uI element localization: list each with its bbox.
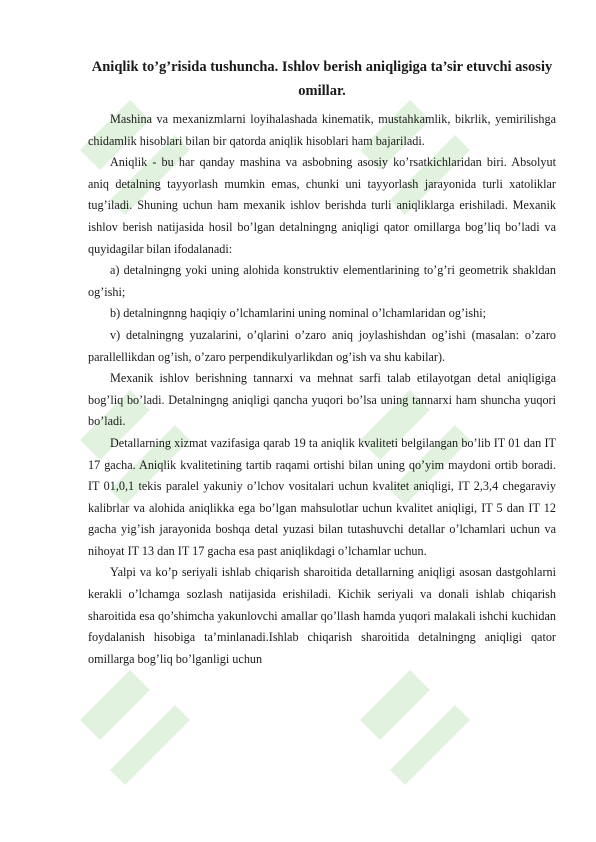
document-title: Aniqlik to’g’risida tushuncha. Ishlov berish aniqligiga ta’sir etuvchi asosiy omillar. <box>91 59 553 99</box>
list-item-b: b) detalningnng haqiqiy o’lchamlarini uning nominal o’lchamlaridan og’ishi; <box>110 306 487 321</box>
paragraph: Mashina va mexanizmlarni loyihalashada kinematik, mustahkamlik, bikrlik, yemirilishga chidamlik hisoblari bilan bir qatorda aniqlik hisoblari ham bajariladi. <box>88 112 556 148</box>
paragraph: Aniqlik - bu har qanday mashina va asbobning asosiy ko’rsatkichlaridan biri. Absolyut aniq detalning tayyorlash mumkin emas, chunki uni tayyorlash jarayonida turli xatoliklar tug’iladi. Shuning uchun ham mexanik ishlov berishda turli aniqliklarga erishiladi. Mexanik ishlov berish natijasida hosil bo’lgan detalningng aniqligi qator omillarga bog’liq bo’ladi va quyidagilar bilan ifodalanadi: <box>88 155 556 256</box>
list-item-v: v) detalningng yuzalarini, o’qlarini o’zaro aniq joylashishdan og’ishi (masalan: o’zaro parallellikdan og’ish, o’zaro perpendikulyarlikdan og’ish va shu kabilar). <box>88 327 556 364</box>
paragraph: Mexanik ishlov berishning tannarxi va mehnat sarfi talab etilayotgan detal aniqligiga bog’liq bo’ladi. Detalningng aniqligi qancha yuqori bo’lsa uning tannarxi ham shuncha yuqori bo’ladi. <box>88 371 556 429</box>
paragraph: Yalpi va ko’p seriyali ishlab chiqarish sharoitida detallarning aniqligi asosan dastgohlarni kerakli o’lchamga sozlash natijasida erishiladi. Kichik seriyali va donali ishlab chiqarish sharoitida esa qo’shimcha yakunlovchi amallar qo’llash hamda yuqori malakali ishchi kuchidan foydalanish hisobiga ta’minlanadi.Ishlab chiqarish sharoitida detalningng aniqligi qator omillarga bog’liq bo’lganligi uchun <box>88 565 556 666</box>
list-item-a: a) detalningng yoki uning alohida konstruktiv elementlarining to’g’ri geometrik shakldan og’ishi; <box>88 263 556 299</box>
paragraph: Detallarning xizmat vazifasiga qarab 19 ta aniqlik kvaliteti belgilangan bo’lib IT 01 dan IT 17 gacha. Aniqlik kvalitetining tartib raqami ortishi bilan uning qo’yim maydoni ortib boradi. IT 01,0,1 tekis paralel yakuniy o’lchov vositalari uchun kvalitet aniqligi, IT 2,3,4 chegaraviy kalibrlar va alohida aniqlikka ega bo’lgan mahsulotlar uchun kvalitet aniqligi, IT 5 dan IT 12 gacha yig’ish jarayonida boshqa detal yuzasi bilan tutashuvchi detallar o’lchamlari uchun va nihoyat IT 13 dan IT 17 gacha esa past aniqlikdagi o’lchamlar uchun. <box>88 435 556 558</box>
document-body <box>88 55 556 670</box>
